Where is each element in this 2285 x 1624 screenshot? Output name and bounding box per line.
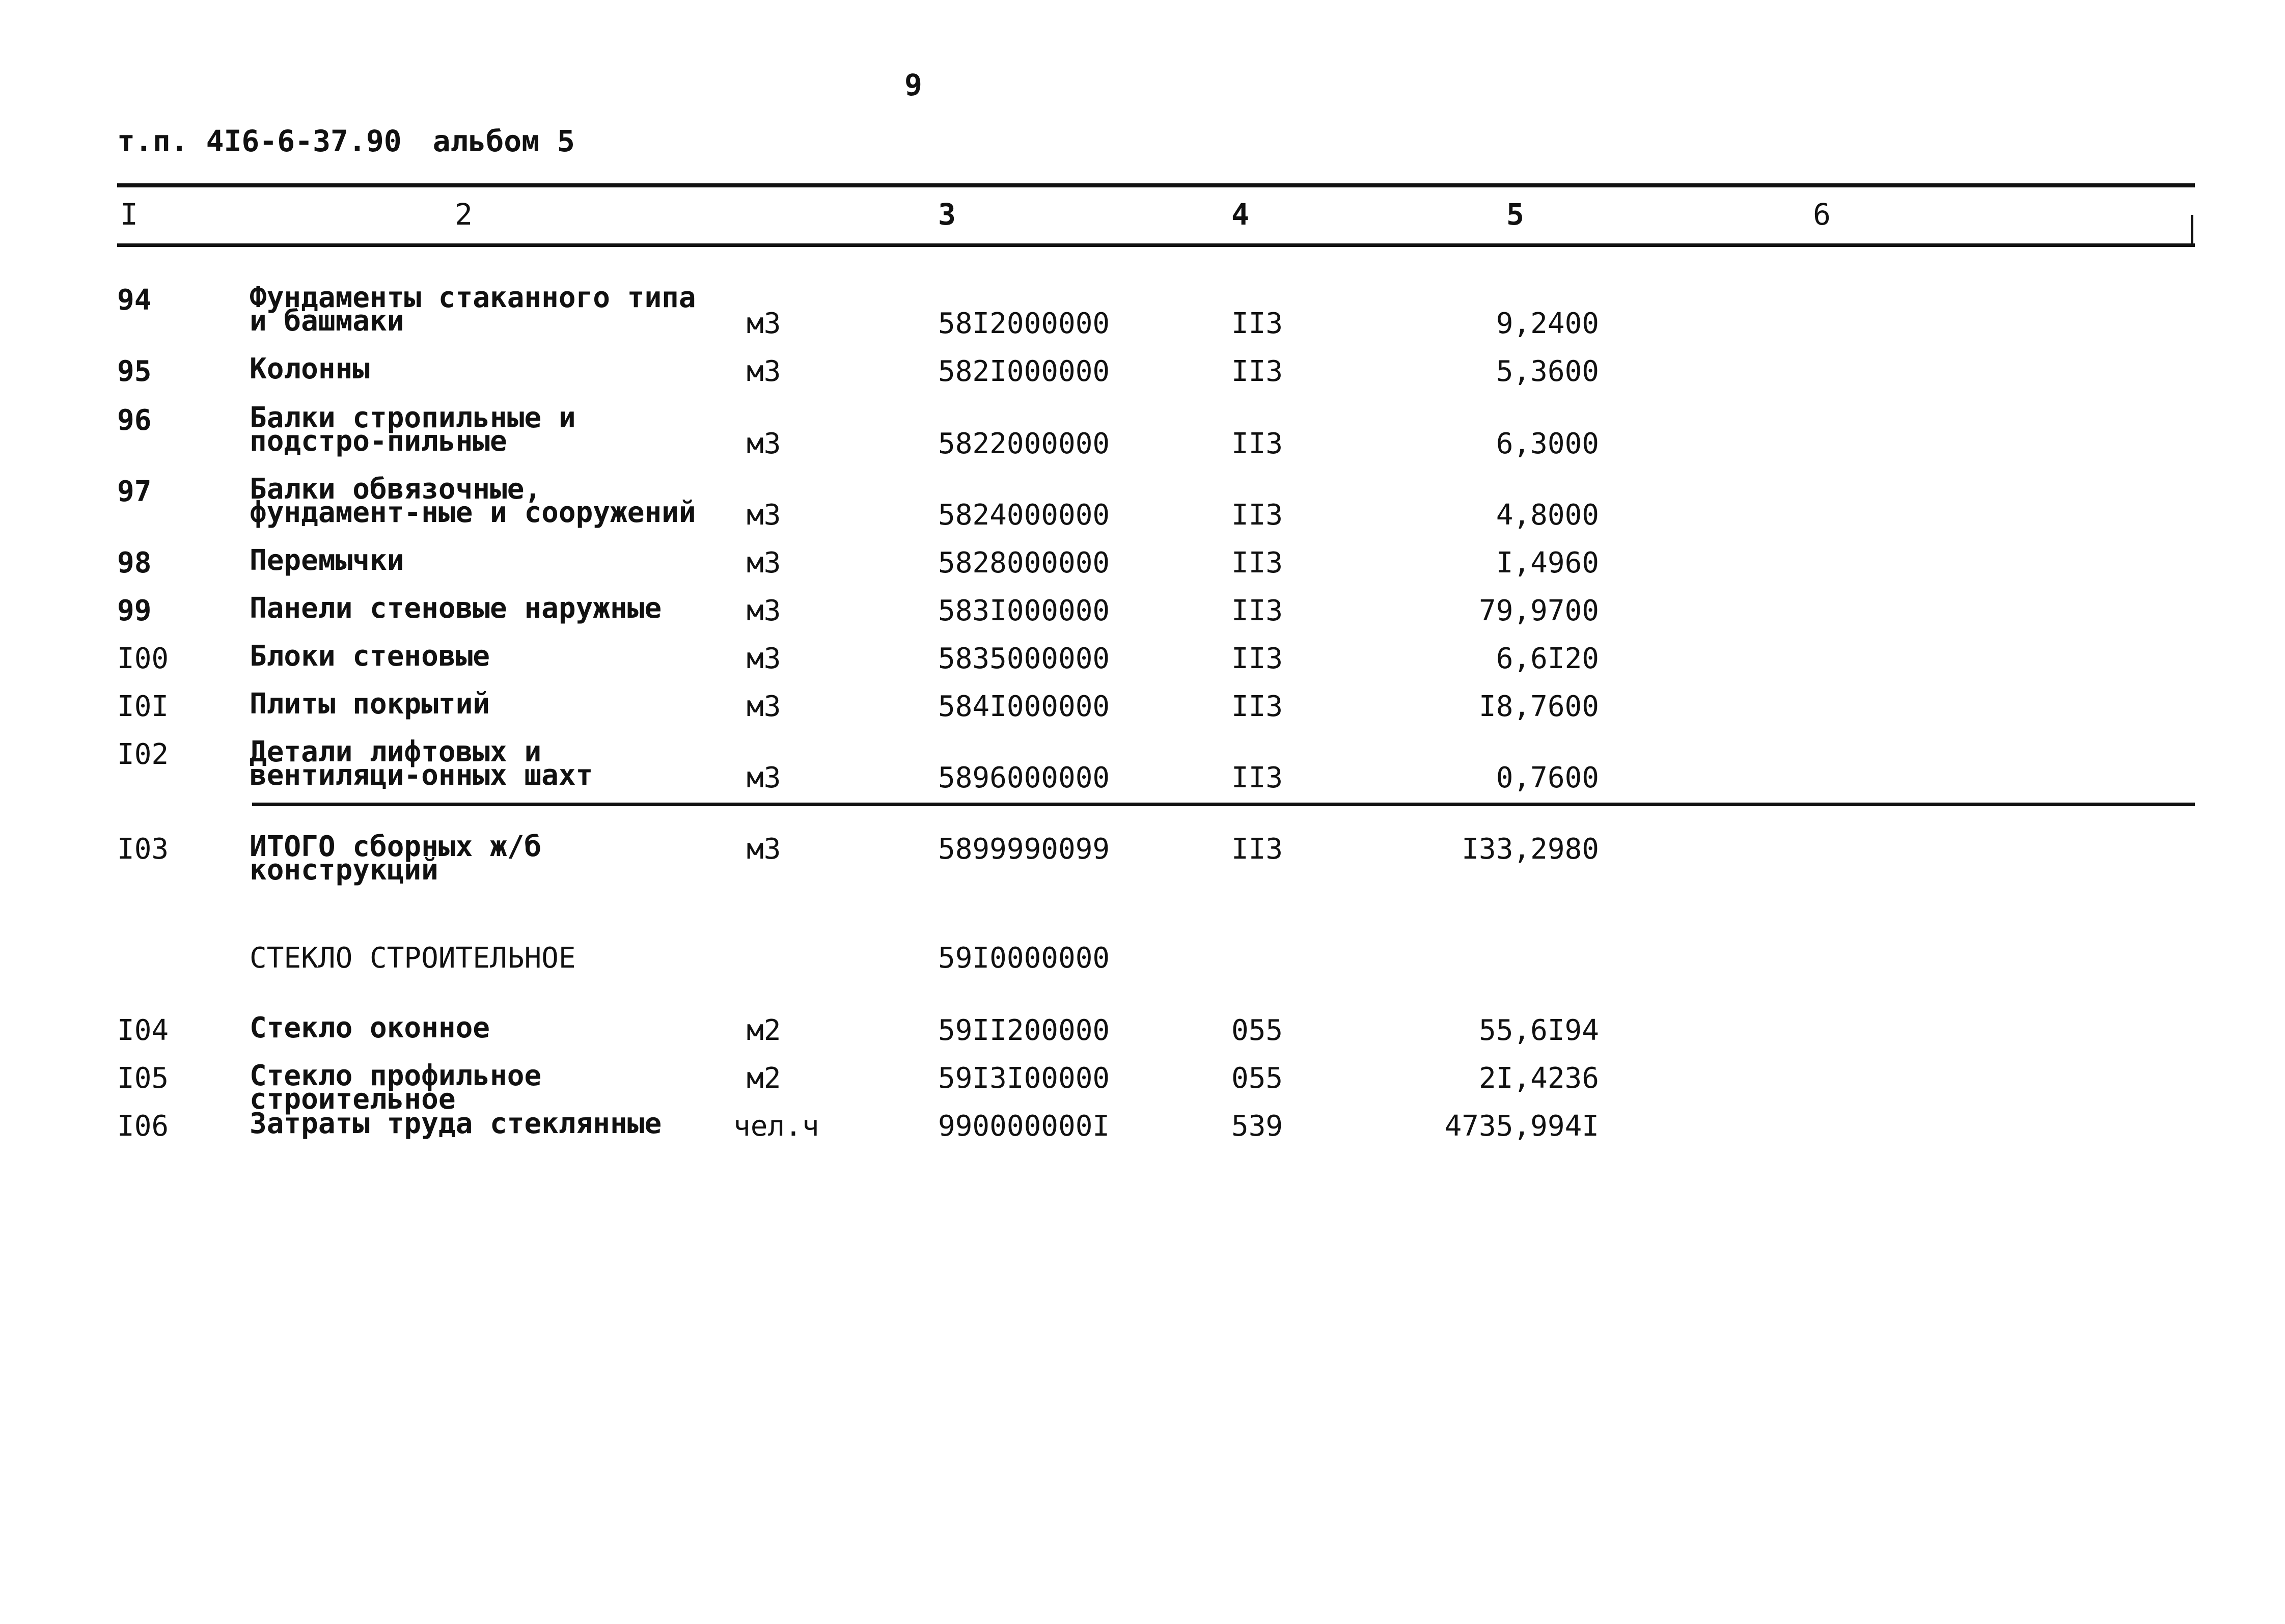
row-code: 582I000000 (938, 355, 1110, 388)
header-edge-mark (2191, 215, 2193, 244)
row-code: 990000000I (938, 1110, 1110, 1143)
row-value: 6,6I20 (1496, 642, 1599, 675)
subtotal-unit: м3 (747, 833, 781, 866)
row-number: 94 (117, 284, 152, 317)
row-name: Затраты труда стеклянные (250, 1107, 662, 1140)
column-header-2: 2 (455, 197, 473, 232)
row-code: 58I2000000 (938, 307, 1110, 340)
row-column-4: II3 (1231, 690, 1283, 723)
table-row (0, 1107, 2285, 1168)
page-number: 9 (904, 68, 922, 102)
table-row (0, 735, 2285, 796)
section-title: СТЕКЛО СТРОИТЕЛЬНОЕ (250, 942, 576, 975)
row-value: 6,3000 (1496, 427, 1599, 460)
table-row (0, 401, 2285, 462)
column-header-3: 3 (938, 197, 956, 232)
row-number: 97 (117, 475, 152, 508)
row-value: 4735,994I (1444, 1110, 1599, 1143)
document-reference (117, 126, 575, 156)
row-column-4: 055 (1231, 1062, 1283, 1095)
row-code: 5828000000 (938, 546, 1110, 580)
row-unit: м3 (747, 546, 781, 580)
row-unit: чел.ч (733, 1110, 819, 1143)
row-column-4: II3 (1231, 307, 1283, 340)
row-code: 5822000000 (938, 427, 1110, 460)
row-name: Плиты покрытий (250, 687, 490, 721)
row-unit: м3 (747, 307, 781, 340)
row-code: 5835000000 (938, 642, 1110, 675)
row-value: I8,7600 (1478, 690, 1599, 723)
header-bottom-rule (117, 243, 2195, 247)
row-unit: м2 (747, 1014, 781, 1047)
row-unit: м3 (747, 761, 781, 794)
row-value: 79,9700 (1478, 594, 1599, 627)
row-number: I06 (117, 1110, 169, 1143)
album-label: альбом 5 (432, 124, 575, 158)
row-value: 5,3600 (1496, 355, 1599, 388)
row-value: 0,7600 (1496, 761, 1599, 794)
row-name: Балки стропильные и подстро-пильные (250, 401, 576, 458)
row-column-4: II3 (1231, 427, 1283, 460)
row-code: 584I000000 (938, 690, 1110, 723)
row-column-4: II3 (1231, 499, 1283, 532)
column-header-4: 4 (1231, 197, 1249, 232)
row-number: 98 (117, 546, 152, 580)
document-code: т.п. 4I6-6-37.90 (117, 124, 402, 158)
row-number: I05 (117, 1062, 169, 1095)
table-row (0, 473, 2285, 534)
row-number: 99 (117, 594, 152, 627)
row-code: 59II200000 (938, 1014, 1110, 1047)
row-value: 4,8000 (1496, 499, 1599, 532)
row-name: Фундаменты стаканного типа и башмаки (250, 281, 696, 338)
row-unit: м3 (747, 355, 781, 388)
subtotal-code: 5899990099 (938, 833, 1110, 866)
row-name: Перемычки (250, 544, 404, 577)
section-code: 59I0000000 (938, 942, 1110, 975)
row-column-4: II3 (1231, 642, 1283, 675)
subtotal-name: ИТОГО сборных ж/б конструкций (250, 830, 542, 887)
row-value: 2I,4236 (1478, 1062, 1599, 1095)
row-unit: м3 (747, 594, 781, 627)
subtotal-rule (252, 803, 2195, 806)
row-code: 59I3I00000 (938, 1062, 1110, 1095)
row-name: Детали лифтовых и вентиляци-онных шахт (250, 735, 593, 792)
column-header-6: 6 (1813, 197, 1831, 232)
row-name: Блоки стеновые (250, 640, 490, 673)
subtotal-number: I03 (117, 833, 169, 866)
row-value: 9,2400 (1496, 307, 1599, 340)
row-unit: м3 (747, 690, 781, 723)
row-column-4: II3 (1231, 355, 1283, 388)
row-column-4: II3 (1231, 594, 1283, 627)
table-row (0, 281, 2285, 342)
row-number: I04 (117, 1014, 169, 1047)
row-number: I02 (117, 738, 169, 771)
row-number: 95 (117, 355, 152, 388)
subtotal-value: I33,2980 (1462, 833, 1599, 866)
row-name: Колонны (250, 352, 370, 386)
row-number: 96 (117, 404, 152, 437)
row-unit: м3 (747, 427, 781, 460)
row-code: 5896000000 (938, 761, 1110, 794)
row-unit: м3 (747, 499, 781, 532)
row-column-4: II3 (1231, 761, 1283, 794)
row-value: 55,6I94 (1478, 1014, 1599, 1047)
row-number: I00 (117, 642, 169, 675)
column-header-1: I (120, 197, 138, 232)
row-column-4: II3 (1231, 546, 1283, 580)
row-number: I0I (117, 690, 169, 723)
subtotal-row (0, 830, 2285, 891)
row-code: 5824000000 (938, 499, 1110, 532)
row-unit: м3 (747, 642, 781, 675)
row-unit: м2 (747, 1062, 781, 1095)
subtotal-column-4: II3 (1231, 833, 1283, 866)
row-name: Стекло профильное строительное (250, 1059, 542, 1116)
row-column-4: 055 (1231, 1014, 1283, 1047)
row-name: Панели стеновые наружные (250, 592, 662, 625)
row-column-4: 539 (1231, 1110, 1283, 1143)
row-code: 583I000000 (938, 594, 1110, 627)
column-header-5: 5 (1506, 197, 1524, 232)
row-name: Балки обвязочные, фундамент-ные и сооружений (250, 473, 696, 529)
row-name: Стекло оконное (250, 1011, 490, 1044)
table-top-rule (117, 183, 2195, 187)
row-value: I,4960 (1496, 546, 1599, 580)
